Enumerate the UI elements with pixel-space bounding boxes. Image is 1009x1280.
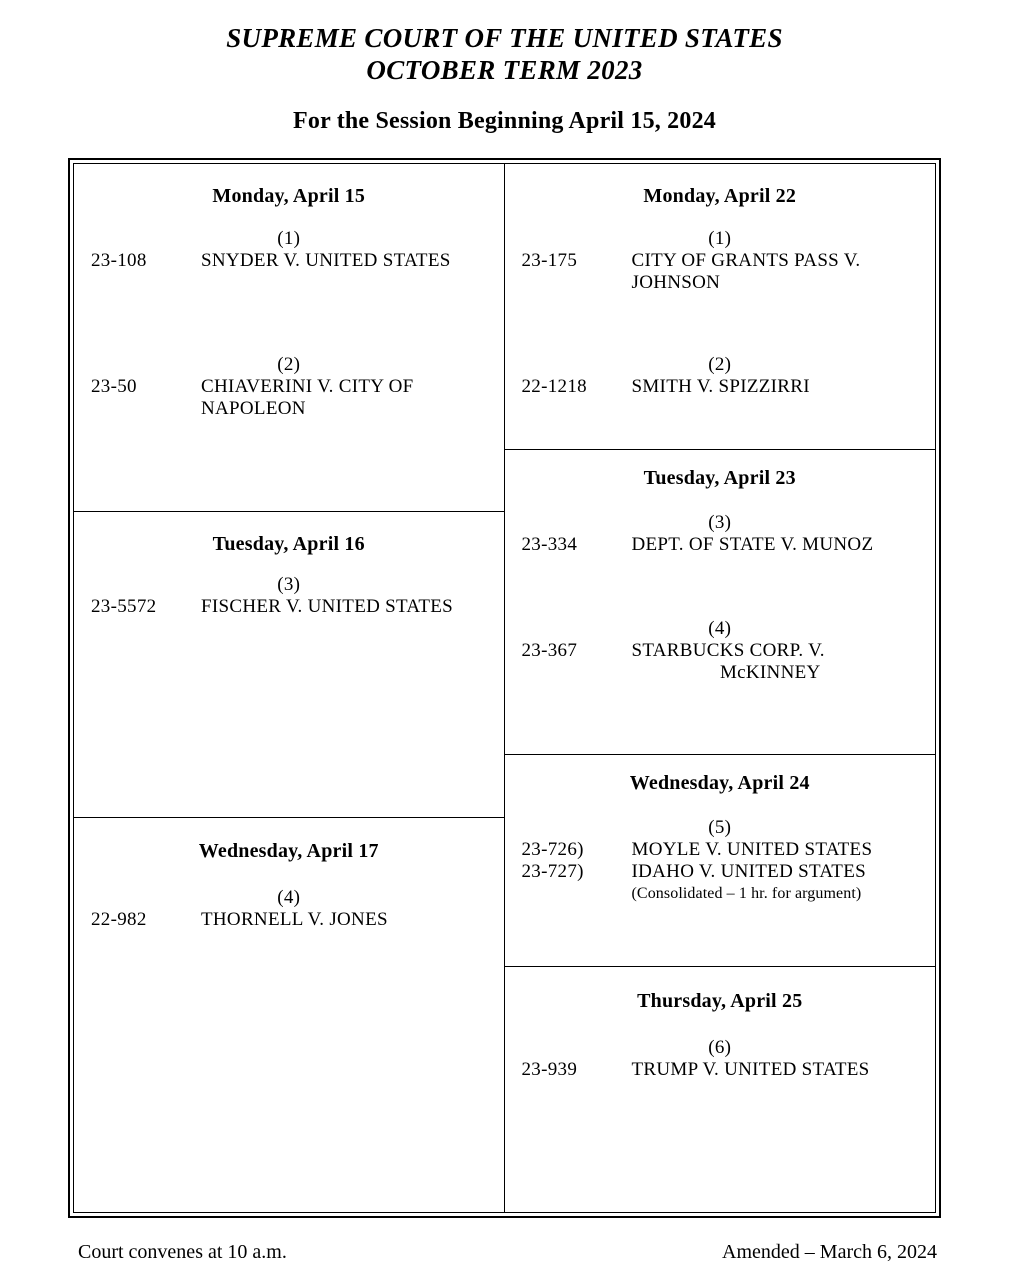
court-title: SUPREME COURT OF THE UNITED STATES [226,23,783,53]
case-number: (2) [277,354,301,375]
day-header: Tuesday, April 23 [643,467,796,489]
day-header: Wednesday, April 24 [629,772,810,794]
docket-number: 23-726) [521,839,584,860]
docket-number: 23-108 [91,250,147,271]
docket-number: 22-1218 [521,376,587,397]
day-header: Wednesday, April 17 [198,840,379,862]
case-row [74,909,504,931]
docket-number: 22-982 [91,909,147,930]
case-row [505,250,936,294]
day-cell-thursday-april-25 [505,967,936,1212]
docket-number: 23-334 [521,534,578,555]
case-number: (5) [708,817,732,838]
docket-number: 23-5572 [91,596,157,617]
case-name-line-2: McKINNEY [719,662,821,683]
term-title: OCTOBER TERM 2023 [366,55,643,85]
case-number: (3) [708,512,732,533]
day-header: Thursday, April 25 [637,990,803,1012]
case-name-line-1: STARBUCKS CORP. V. [631,640,825,661]
case-number: (4) [277,887,301,908]
case-row [74,376,504,420]
calendar-table [73,163,936,1213]
case-row [505,861,936,883]
docket-spacer [522,883,632,905]
calendar-left-column [74,164,505,1212]
case-name: CHIAVERINI V. CITY OF NAPOLEON [201,376,414,419]
case-number: (3) [277,574,301,595]
footer-amended-note: Amended – March 6, 2024 [722,1241,937,1263]
day-cell-tuesday-april-23 [505,450,936,755]
docket-number: 23-727) [521,861,584,882]
case-number: (1) [708,228,732,249]
day-cell-monday-april-22 [505,164,936,450]
case-row [505,839,936,861]
case-name: MOYLE V. UNITED STATES [631,839,873,860]
day-cell-monday-april-15 [74,164,504,512]
day-cell-tuesday-april-16 [74,512,504,818]
docket-number: 23-939 [521,1059,578,1080]
case-name: SMITH V. SPIZZIRRI [631,376,810,397]
case-row [505,534,936,556]
case-row [74,250,504,272]
case-name: THORNELL V. JONES [201,909,388,930]
day-header: Tuesday, April 16 [212,533,365,555]
case-name: TRUMP V. UNITED STATES [631,1059,870,1080]
case-note-row [505,883,936,905]
case-number: (4) [708,618,732,639]
footer-convene-note: Court convenes at 10 a.m. [78,1241,287,1263]
docket-number: 23-175 [521,250,578,271]
case-name: SNYDER V. UNITED STATES [201,250,451,271]
calendar-right-column [505,164,936,1212]
day-cell-wednesday-april-24 [505,755,936,967]
day-cell-wednesday-april-17 [74,818,504,1212]
case-name [632,640,936,684]
docket-number: 23-367 [521,640,578,661]
case-name: CITY OF GRANTS PASS V. JOHNSON [631,250,861,293]
case-row [505,376,936,398]
case-name: FISCHER V. UNITED STATES [201,596,454,617]
case-row [505,640,936,684]
case-name: IDAHO V. UNITED STATES [631,861,866,882]
case-name: DEPT. OF STATE V. MUNOZ [631,534,874,555]
document-header [0,0,1009,135]
case-row [74,596,504,618]
document-footer [68,1240,941,1264]
case-number: (1) [277,228,301,249]
day-header: Monday, April 15 [212,185,366,207]
case-number: (2) [708,354,732,375]
session-title: For the Session Beginning April 15, 2024 [293,108,716,134]
day-header: Monday, April 22 [643,185,797,207]
case-row [505,1059,936,1081]
calendar-table-frame [68,158,941,1218]
docket-number: 23-50 [91,376,137,397]
case-number: (6) [708,1037,732,1058]
consolidated-note: (Consolidated – 1 hr. for argument) [631,885,862,902]
